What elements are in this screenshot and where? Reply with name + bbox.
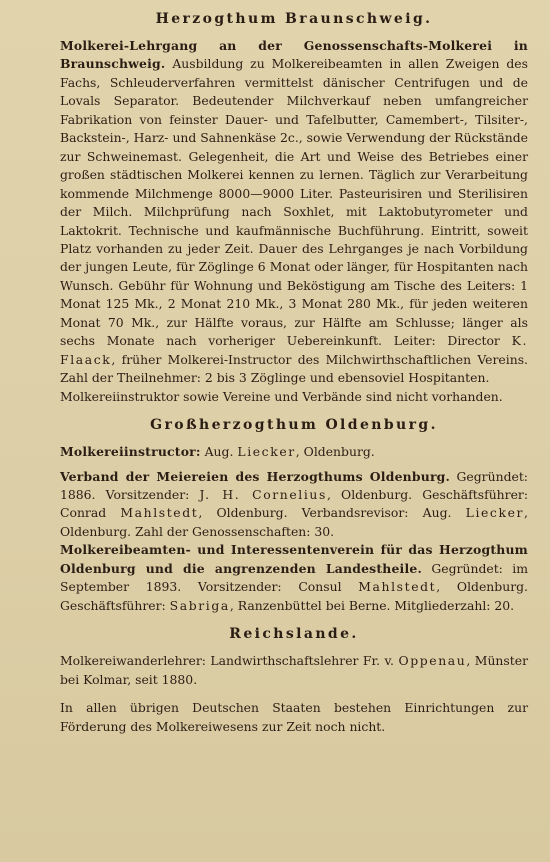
person-name: K. Flaack (60, 333, 528, 367)
section-heading-oldenburg: Großherzogthum Oldenburg. (150, 417, 438, 434)
paragraph-text: Gegründet: im September 1893. Vorsitzender: Consul (60, 560, 528, 595)
paragraph-text: Gegründet: 1886. Vorsitzender: (60, 468, 528, 502)
paragraph-lead: Molkereiinstructor: (60, 444, 201, 460)
paragraph-text: , Oldenburg. Geschäftsführer: (60, 579, 528, 613)
paragraph-oldenburg-instructor (60, 443, 528, 461)
paragraph-text: , Münster bei Kolmar, seit 1880. (60, 653, 528, 687)
paragraph-text: Ausbildung zu Molkereibeamten in allen Zweigen des Fachs, Schleuderverfahren vermittelst dänischer Centrifugen und de Lovals Separator. Bedeutender Milchverkauf neben umfangreicher Fabrikation von feinster Dauer- und Tafelbutter, Camembert-, Tilsiter-, Backstein-, Harz- und Sahnenkäse 2c., sowie Verwendung der Rückstände zur Schweinemast. Gelegenheit, die Art und Weise des Betriebes einer großen städtischen Molkerei kennen zu lernen. Täglich zur Verarbeitung kommende Milchmenge 8000—9000 Liter. Pasteurisiren und Sterilisiren der Milch. Milchprüfung nach Soxhlet, mit Laktobutyrometer und Laktokrit. Technische und kaufmännische Buchführung. Eintritt, soweit Platz vorhanden zu jeder Zeit. Dauer des Lehrganges je nach Vorbildung der jungen Leute, für Zöglinge 6 Monat oder länger, für Hospitanten nach Wunsch. Gebühr für Wohnung und Beköstigung am Tische des Leiters: 1 Monat 125 Mk., 2 Monat 210 Mk., 3 Monat 280 Mk., für jeden weiteren Monat 70 Mk., zur Hälfte voraus, zur Hälfte am Schlusse; länger als sechs Monate nach vorheriger Uebereinkunft. Leiter: Director (60, 56, 528, 349)
section-heading-reichslande: Reichslande. (229, 626, 359, 643)
paragraph-lead: Molkereibeamten- und Interessentenverein für das Herzogthum Oldenburg und die angrenzenden Landestheile. (60, 542, 528, 576)
paragraph-lead: Verband der Meiereien des Herzogthums Oldenburg. (60, 468, 451, 484)
person-name: Sabriga (169, 597, 230, 613)
person-name: Liecker (465, 505, 525, 521)
paragraph-lead: Molkerei-Lehrgang an der Genossenschafts-Molkerei in Braunschweig. (60, 38, 528, 72)
paragraph-text: , Oldenburg. Verbandsrevisor: Aug. (198, 505, 466, 521)
paragraph-text: , Oldenburg. Geschäftsführer: Conrad (60, 486, 529, 521)
person-name: Mahlstedt (358, 579, 437, 595)
person-name: Mahlstedt (120, 505, 199, 521)
paragraph-text: Aug. (200, 444, 238, 460)
paragraph-braunschweig-note: Molkereiinstruktor sowie Vereine und Verbände sind nicht vorhanden. (60, 388, 503, 404)
section-heading-braunschweig: Herzogthum Braunschweig. (155, 11, 433, 27)
paragraph-text: , Oldenburg. (295, 444, 375, 460)
person-name: J. H. Cornelius (199, 486, 327, 502)
paragraph-text: , Oldenburg. Zahl der Genossenschaften: 30. (60, 505, 528, 539)
paragraph-oldenburg-verband (60, 468, 528, 542)
person-name: Oppenau (398, 653, 467, 669)
paragraph-closing: In allen übrigen Deutschen Staaten bestehen Einrichtungen zur Förderung des Molkereiwesens zur Zeit noch nicht. (60, 700, 528, 734)
paragraph-braunschweig-lehrgang (60, 37, 528, 388)
paragraph-reichslande-lehrer (60, 652, 528, 689)
paragraph-text: , früher Molkerei-Instructor des Milchwirthschaftlichen Vereins. Zahl der Theilnehmer: 2 bis 3 Zöglinge und ebensoviel Hospitanten. (60, 351, 528, 386)
paragraph-text: Molkereiwanderlehrer: Landwirthschaftslehrer Fr. v. (60, 653, 399, 669)
paragraph-oldenburg-verein (60, 541, 528, 615)
paragraph-text: , Ranzenbüttel bei Berne. Mitgliederzahl: 20. (229, 597, 515, 613)
person-name: Liecker (237, 444, 296, 460)
